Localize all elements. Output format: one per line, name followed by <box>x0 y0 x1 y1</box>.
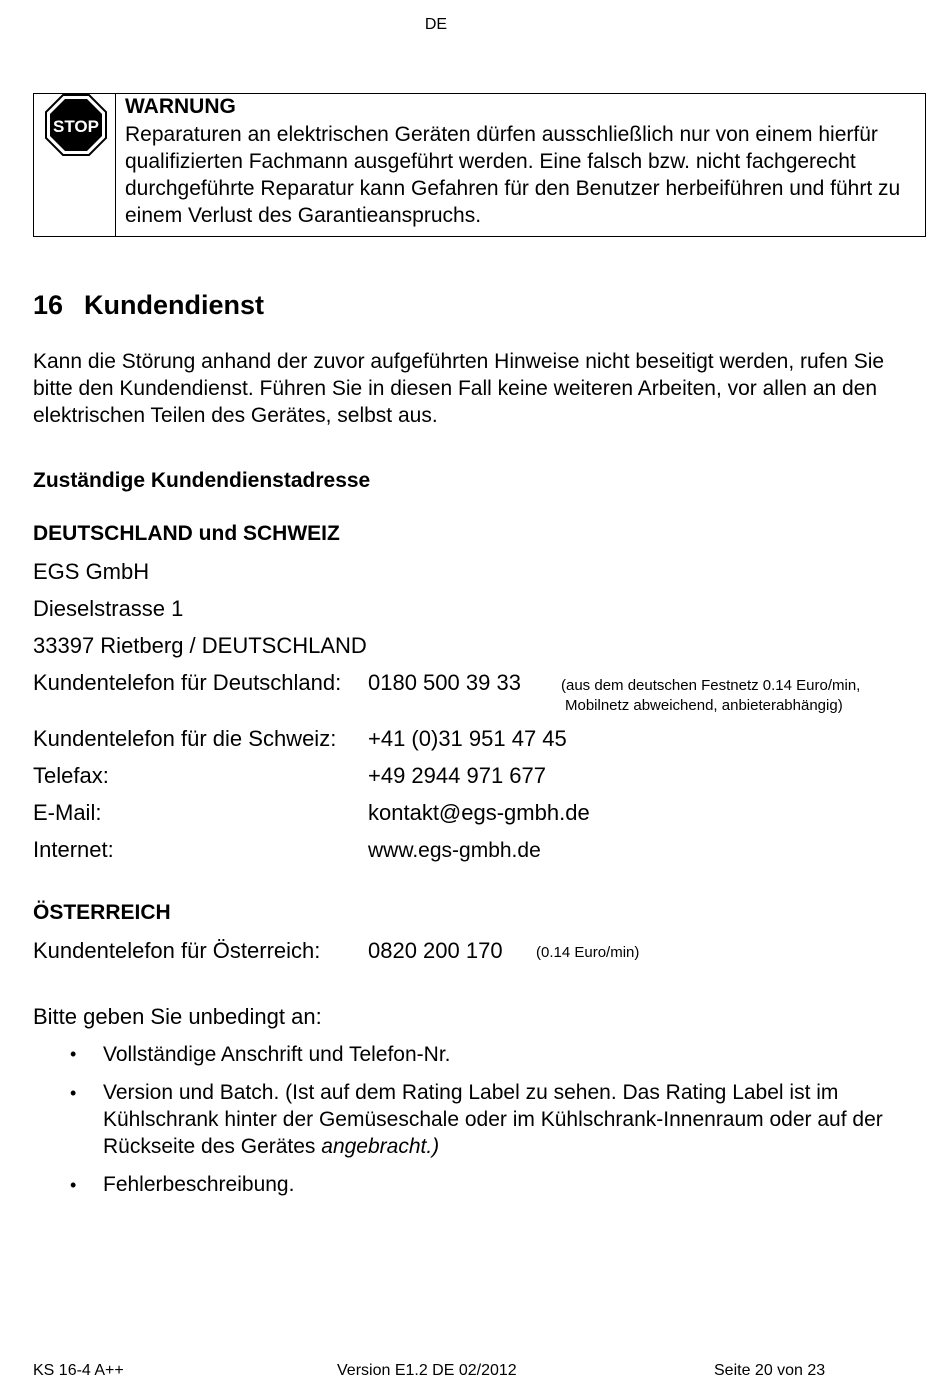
section-number: 16 <box>33 290 64 320</box>
bullet-1: • <box>70 1044 77 1064</box>
request-item-2-text: Version und Batch. (Ist auf dem Rating Label zu sehen. Das Rating Label ist im Kühlschrank hinter der Gemüseschale oder im Kühlschrank-Innenraum oder auf der Rückseite des Gerätes <box>103 1081 883 1158</box>
city: 33397 Rietberg / DEUTSCHLAND <box>33 633 367 658</box>
internet-label: Internet: <box>33 837 114 862</box>
page-header-lang: DE <box>424 16 448 33</box>
region-de-ch: DEUTSCHLAND und SCHWEIZ <box>33 522 340 545</box>
footer-version: Version E1.2 DE 02/2012 <box>337 1362 517 1379</box>
phone-ch-value: +41 (0)31 951 47 45 <box>368 726 567 751</box>
section-title: Kundendienst <box>84 290 264 320</box>
request-intro: Bitte geben Sie unbedingt an: <box>33 1004 322 1029</box>
phone-de-value: 0180 500 39 33 <box>368 670 521 695</box>
address-heading: Zuständige Kundendienstadresse <box>33 469 371 492</box>
footer-model: KS 16-4 A++ <box>33 1362 124 1379</box>
phone-ch-label: Kundentelefon für die Schweiz: <box>33 726 337 751</box>
stop-sign-label: STOP <box>53 117 99 136</box>
request-item-3: Fehlerbeschreibung. <box>103 1173 295 1196</box>
section-heading <box>33 290 264 321</box>
phone-at-label: Kundentelefon für Österreich: <box>33 938 321 963</box>
fax-value: +49 2944 971 677 <box>368 763 547 788</box>
internet-value: www.egs-gmbh.de <box>368 839 541 862</box>
bullet-3: • <box>70 1175 77 1195</box>
email-value: kontakt@egs-gmbh.de <box>368 800 590 825</box>
warning-title: WARNUNG <box>125 95 236 118</box>
request-item-2-italic: angebracht.) <box>321 1135 440 1158</box>
company-name: EGS GmbH <box>33 559 150 584</box>
region-at: ÖSTERREICH <box>33 901 171 924</box>
footer-page: Seite 20 von 23 <box>714 1362 826 1379</box>
stop-sign-icon <box>45 94 107 156</box>
request-item-2 <box>103 1079 923 1160</box>
bullet-2: • <box>70 1083 77 1103</box>
phone-de-note-2: Mobilnetz abweichend, anbieterabhängig) <box>565 697 843 714</box>
phone-at-value: 0820 200 170 <box>368 938 503 963</box>
phone-at-note: (0.14 Euro/min) <box>536 944 640 961</box>
warning-box <box>33 93 926 237</box>
phone-de-label: Kundentelefon für Deutschland: <box>33 670 342 695</box>
phone-de-note-1: (aus dem deutschen Festnetz 0.14 Euro/min, <box>561 677 861 694</box>
email-label: E-Mail: <box>33 800 102 825</box>
street: Dieselstrasse 1 <box>33 596 184 621</box>
warning-text: Reparaturen an elektrischen Geräten dürfen ausschließlich nur von einem hierfür qualifizierten Fachmann ausgeführt werden. Eine falsch bzw. nicht fachgerecht durchgeführte Reparatur kann Gefahren für den Benutzer herbeiführen und führt zu einem Verlust des Garantieanspruchs. <box>125 123 901 227</box>
fax-label: Telefax: <box>33 763 109 788</box>
warning-divider <box>115 94 116 236</box>
section-intro: Kann die Störung anhand der zuvor aufgeführten Hinweise nicht beseitigt werden, rufen Sie bitte den Kundendienst. Führen Sie in diesen Fall keine weiteren Arbeiten, vor allen an den elektrischen Teilen des Gerätes, selbst aus. <box>33 350 885 427</box>
request-item-1: Vollständige Anschrift und Telefon-Nr. <box>103 1043 451 1066</box>
